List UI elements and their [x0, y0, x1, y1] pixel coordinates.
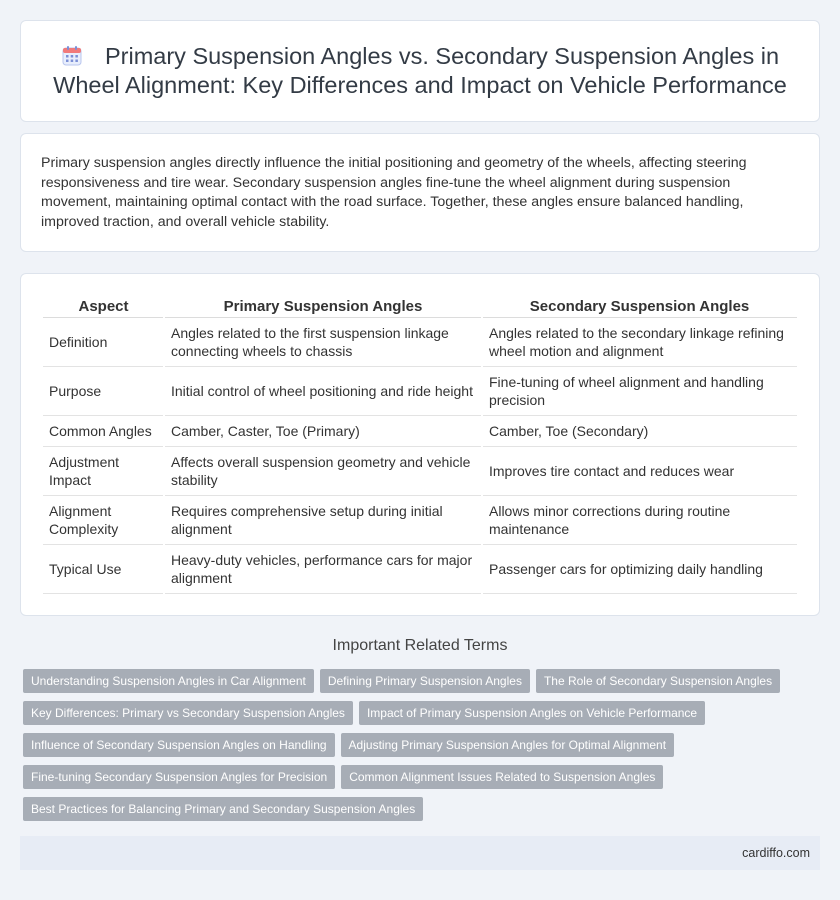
table-row — [43, 318, 797, 367]
related-term-tag[interactable]: The Role of Secondary Suspension Angles — [536, 669, 780, 693]
cell-primary: Angles related to the first suspension linkage connecting wheels to chassis — [164, 318, 482, 367]
cell-secondary: Camber, Toe (Secondary) — [482, 416, 797, 447]
related-term-tag[interactable]: Defining Primary Suspension Angles — [320, 669, 530, 693]
table-header-row — [43, 294, 797, 318]
cell-primary: Initial control of wheel positioning and ride height — [164, 367, 482, 416]
cell-aspect: Typical Use — [43, 545, 164, 594]
related-term-tag[interactable]: Common Alignment Issues Related to Suspension Angles — [341, 765, 663, 789]
cell-aspect: Purpose — [43, 367, 164, 416]
tag-row — [23, 797, 813, 821]
page-title — [45, 42, 795, 100]
column-header-secondary: Secondary Suspension Angles — [482, 294, 797, 318]
related-term-tag[interactable]: Fine-tuning Secondary Suspension Angles for Precision — [23, 765, 335, 789]
related-terms-tags — [23, 669, 813, 829]
related-term-tag[interactable]: Key Differences: Primary vs Secondary Suspension Angles — [23, 701, 353, 725]
tag-row — [23, 669, 813, 693]
cell-aspect: Common Angles — [43, 416, 164, 447]
related-term-tag[interactable]: Best Practices for Balancing Primary and Secondary Suspension Angles — [23, 797, 423, 821]
cell-secondary: Allows minor corrections during routine maintenance — [482, 496, 797, 545]
cell-primary: Requires comprehensive setup during initial alignment — [164, 496, 482, 545]
tag-row — [23, 765, 813, 789]
intro-paragraph: Primary suspension angles directly influence the initial positioning and geometry of the wheels, affecting steering responsiveness and tire wear. Secondary suspension angles fine-tune the wheel alignment during suspension movement, maintaining optimal contact with the road surface. Together, these angles ensure balanced handling, improved traction, and overall vehicle stability. — [41, 155, 747, 230]
tag-row — [23, 701, 813, 725]
table-row — [43, 447, 797, 496]
column-header-primary: Primary Suspension Angles — [164, 294, 482, 318]
cell-primary: Camber, Caster, Toe (Primary) — [164, 416, 482, 447]
related-term-tag[interactable]: Adjusting Primary Suspension Angles for Optimal Alignment — [341, 733, 675, 757]
cell-aspect: Definition — [43, 318, 164, 367]
related-term-tag[interactable]: Influence of Secondary Suspension Angles on Handling — [23, 733, 335, 757]
cell-aspect: Alignment Complexity — [43, 496, 164, 545]
cell-secondary: Angles related to the secondary linkage refining wheel motion and alignment — [482, 318, 797, 367]
table-row — [43, 545, 797, 594]
cell-secondary: Improves tire contact and reduces wear — [482, 447, 797, 496]
footer-site-link[interactable]: cardiffo.com — [742, 846, 810, 860]
comparison-table-card — [20, 273, 820, 616]
table-row — [43, 416, 797, 447]
table-row — [43, 496, 797, 545]
related-term-tag[interactable]: Impact of Primary Suspension Angles on Vehicle Performance — [359, 701, 705, 725]
cell-aspect: Adjustment Impact — [43, 447, 164, 496]
title-wrap — [45, 42, 795, 100]
related-terms-title: Important Related Terms — [332, 637, 508, 654]
cell-primary: Affects overall suspension geometry and vehicle stability — [164, 447, 482, 496]
intro-card — [20, 133, 820, 252]
table-row — [43, 367, 797, 416]
related-term-tag[interactable]: Understanding Suspension Angles in Car Alignment — [23, 669, 314, 693]
tag-row — [23, 733, 813, 757]
footer — [20, 836, 820, 870]
comparison-table — [43, 294, 797, 594]
column-header-aspect: Aspect — [43, 294, 164, 318]
cell-primary: Heavy-duty vehicles, performance cars for major alignment — [164, 545, 482, 594]
cell-secondary: Passenger cars for optimizing daily handling — [482, 545, 797, 594]
calendar-icon — [61, 45, 83, 67]
title-card — [20, 20, 820, 122]
cell-secondary: Fine-tuning of wheel alignment and handling precision — [482, 367, 797, 416]
page-title-text: Primary Suspension Angles vs. Secondary Suspension Angles in Wheel Alignment: Key Differences and Impact on Vehicle Performance — [53, 43, 787, 98]
